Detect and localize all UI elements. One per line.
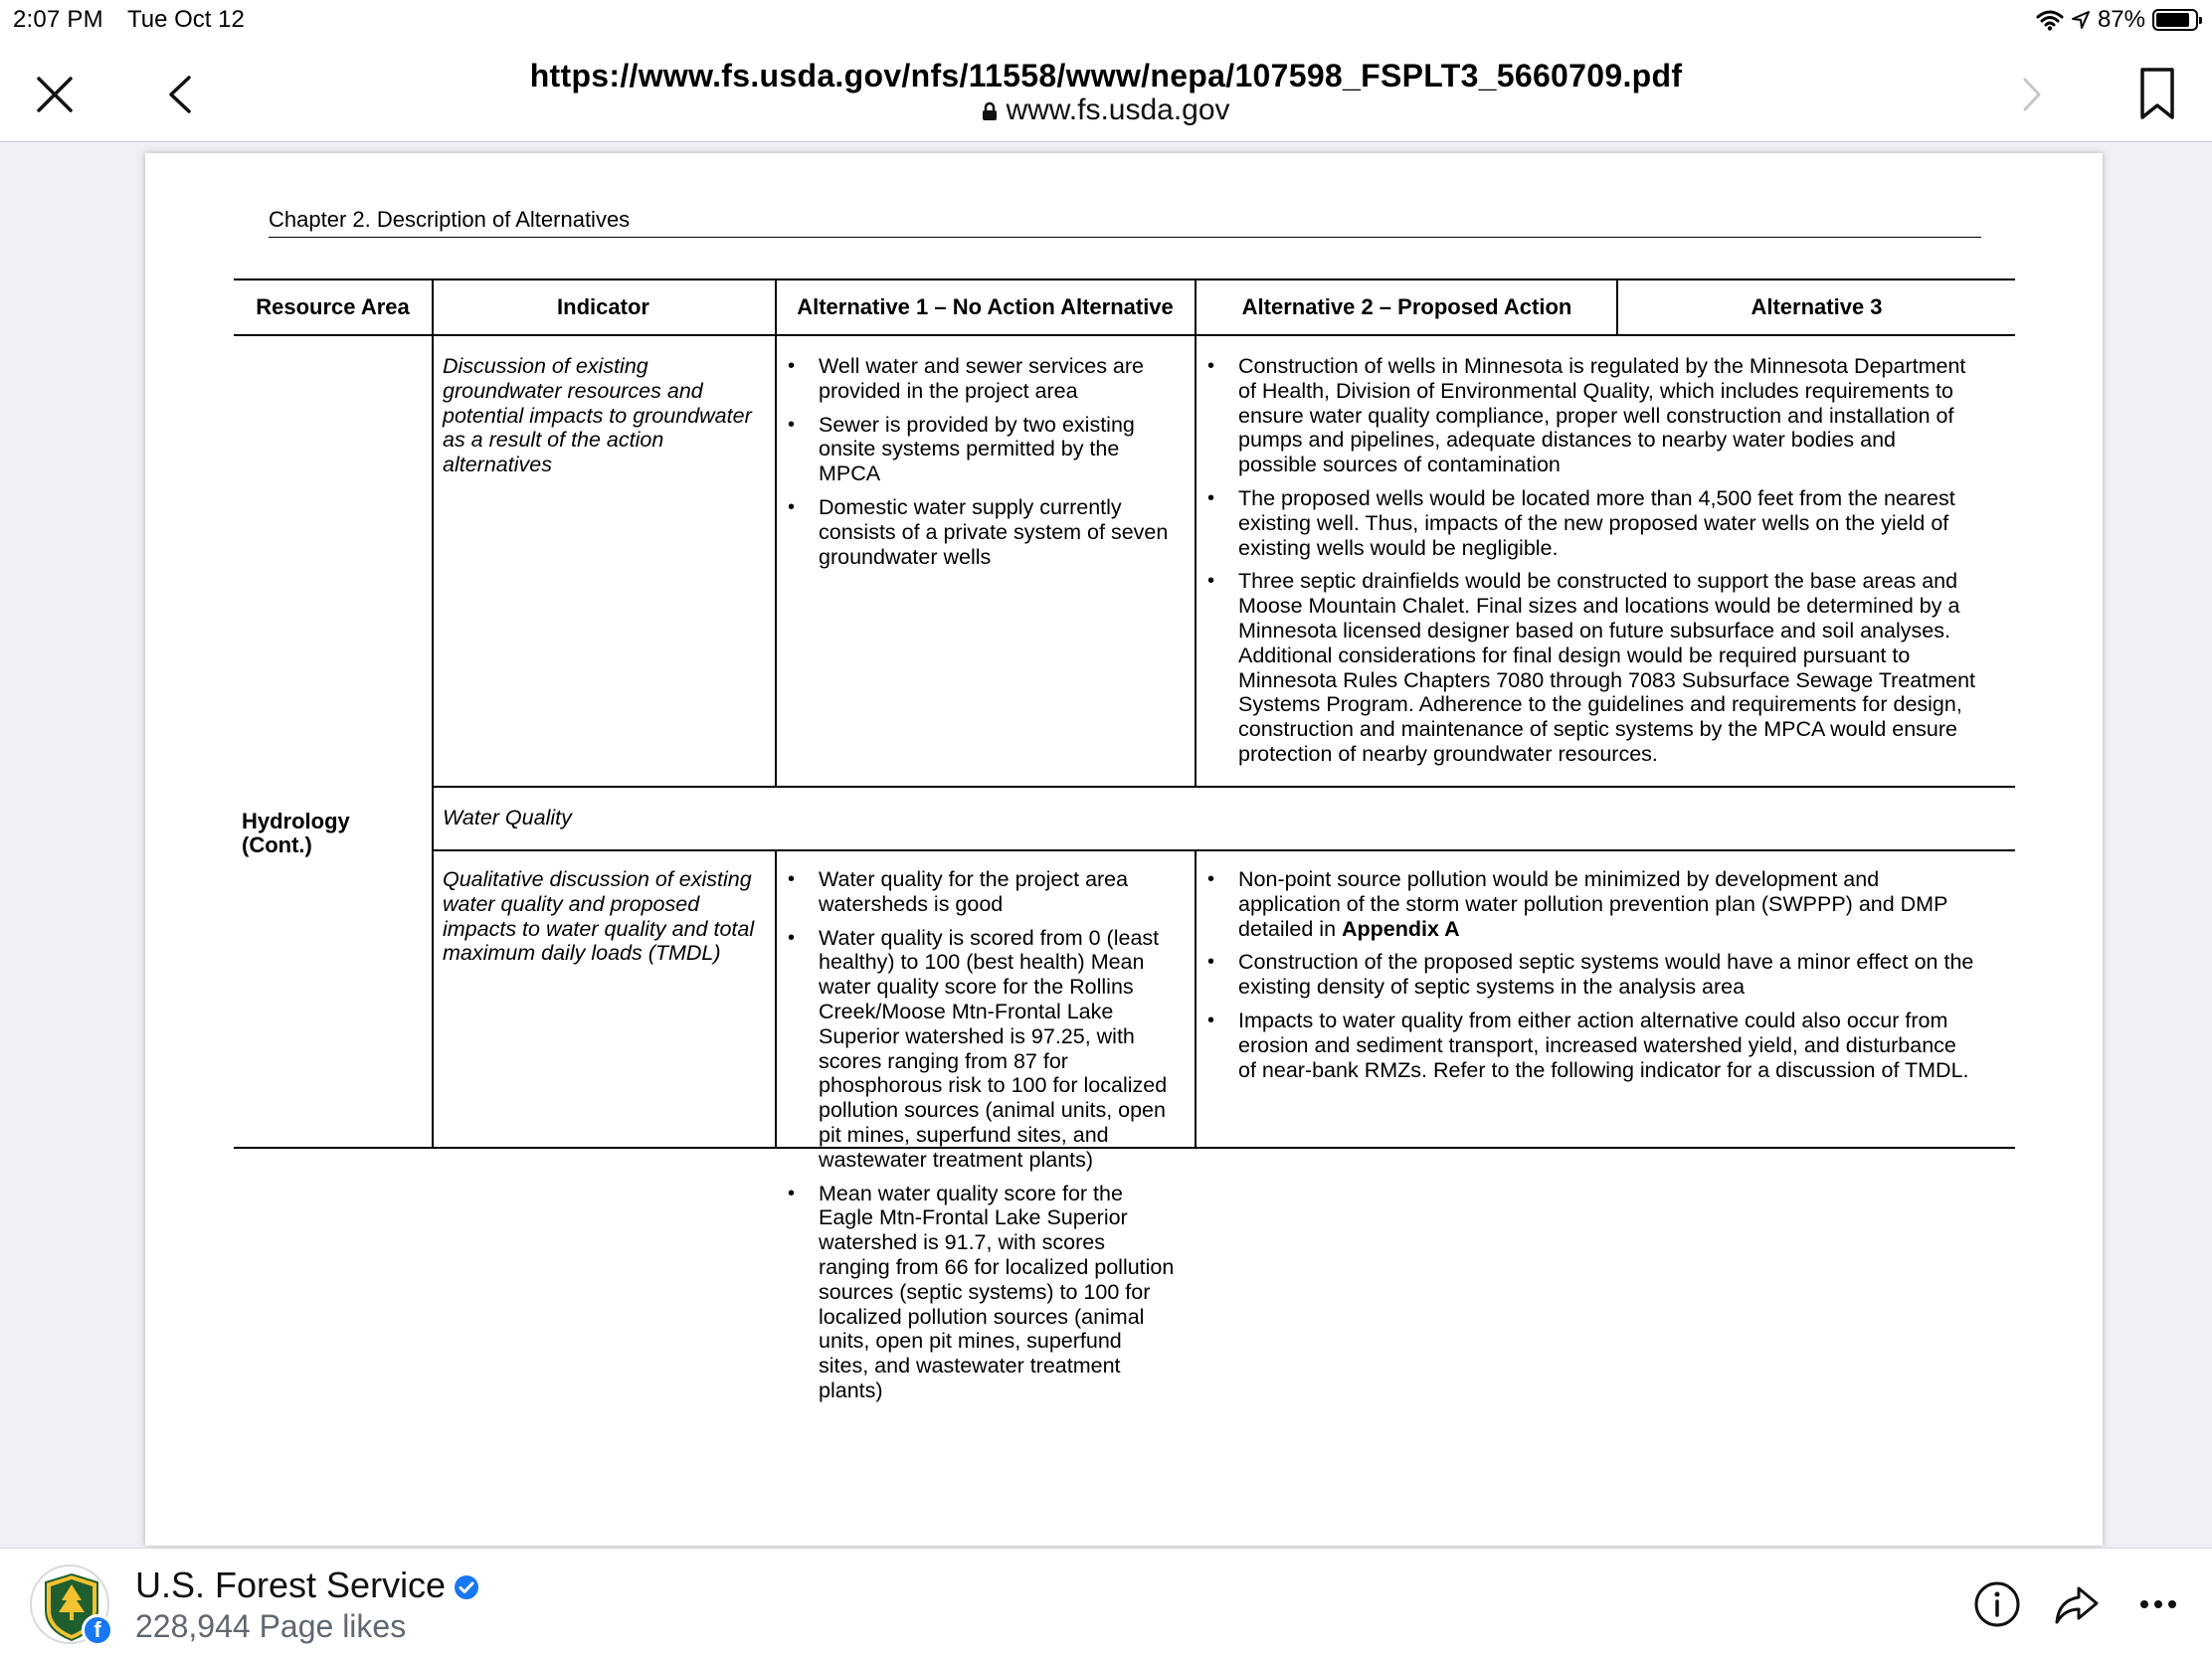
- col-divider: [1195, 278, 1197, 787]
- status-date: Tue Oct 12: [127, 6, 245, 33]
- table-header-row: [234, 278, 2015, 336]
- list-item: [783, 413, 1193, 486]
- resource-area-line: (Cont.): [242, 832, 312, 857]
- list-item: [1202, 950, 2013, 1000]
- text-line: potential impacts to groundwater: [443, 403, 752, 428]
- list-item: [783, 354, 1193, 404]
- facebook-page-bar: [0, 1548, 2212, 1659]
- text-line: alternatives: [443, 453, 552, 477]
- text-line: application of the storm water pollution prevention plan (SWPPP) and DMP: [1238, 891, 1948, 916]
- text-line: plants): [819, 1378, 883, 1402]
- status-time: 2:07 PM: [13, 6, 103, 33]
- row1-alt2-list: [1202, 354, 2013, 776]
- text-line: groundwater wells: [819, 544, 992, 569]
- text-line: sources (septic systems) to 100 for: [819, 1279, 1151, 1304]
- location-icon: [2071, 10, 2091, 30]
- row1-alt1-list: [783, 354, 1193, 578]
- browser-navbar: [0, 40, 2212, 142]
- list-item: [783, 867, 1193, 917]
- text-line: of near-bank RMZs. Refer to the following indicator for a discussion of TMDL.: [1238, 1057, 1969, 1082]
- text-line: Minnesota licensed designer based on future subsurface and soil analyses.: [1238, 618, 1950, 643]
- text-line: provided in the project area: [819, 378, 1078, 403]
- col-divider: [1195, 850, 1197, 1148]
- text-line: • Three septic drainfields would be constructed to support the base areas and: [1238, 569, 1958, 594]
- share-icon[interactable]: [2051, 1578, 2103, 1630]
- forward-icon[interactable]: [2015, 70, 2051, 119]
- row-divider: [432, 849, 2015, 851]
- text-line: Moose Mountain Chalet. Final sizes and locations would be determined by a: [1238, 594, 1960, 619]
- row2-alt1-list: [783, 867, 1193, 1412]
- text-line: watershed is 91.7, with scores: [819, 1230, 1105, 1255]
- header-indicator: Indicator: [557, 294, 649, 319]
- list-item: [783, 1182, 1193, 1403]
- status-bar: [0, 0, 2212, 40]
- list-item: [1202, 569, 2013, 766]
- pdf-page[interactable]: [145, 153, 2103, 1546]
- text-line: • Water quality is scored from 0 (least: [819, 925, 1160, 950]
- list-item: [1202, 867, 2013, 941]
- list-item: [783, 495, 1193, 569]
- text-line: pumps and pipelines, adequate distances to nearby water bodies and: [1238, 428, 1896, 453]
- text-line: ensure water quality compliance, proper well construction and installation of: [1238, 403, 1954, 428]
- text-line: possible sources of contamination: [1238, 453, 1561, 477]
- more-icon[interactable]: [2132, 1578, 2184, 1630]
- wifi-icon: [2036, 9, 2064, 31]
- row2-indicator: [443, 867, 771, 966]
- info-icon[interactable]: [1971, 1578, 2023, 1630]
- col-divider: [775, 278, 777, 787]
- text-line: • Well water and sewer services are: [819, 354, 1145, 378]
- battery-icon: [2152, 9, 2198, 31]
- col-divider: [775, 850, 777, 1148]
- text-line: [1238, 917, 2013, 942]
- resource-area-label: [242, 810, 350, 857]
- text-line: watersheds is good: [819, 891, 1004, 916]
- text-line: groundwater resources and: [443, 378, 703, 403]
- section-water-quality: Water Quality: [443, 806, 572, 830]
- text-line: pit mines, superfund sites, and: [819, 1122, 1109, 1147]
- text-line: MPCA: [819, 461, 881, 486]
- text-line: existing wells would be negligible.: [1238, 535, 1559, 560]
- text-line: • Sewer is provided by two existing: [819, 412, 1135, 437]
- text-line: water quality score for the Rollins: [819, 975, 1134, 1000]
- text-line: of Health, Division of Environmental Quality, which includes requirements to: [1238, 378, 1953, 403]
- text-line: healthy) to 100 (best health) Mean: [819, 950, 1145, 975]
- header-resource-area: Resource Area: [256, 294, 410, 319]
- status-indicators: [2036, 6, 2198, 34]
- text-line: • Mean water quality score for the: [819, 1181, 1123, 1205]
- facebook-icon: f: [82, 1614, 113, 1646]
- col-divider: [1616, 278, 1618, 335]
- text-line: water quality and proposed: [443, 891, 700, 916]
- url-title[interactable]: https://www.fs.usda.gov/nfs/11558/www/nepa/107598_FSPLT3_5660709.pdf: [529, 58, 1683, 93]
- row-divider: [432, 786, 2015, 788]
- text-line: • Non-point source pollution would be minimized by development and: [1238, 867, 1880, 891]
- text-line: existing density of septic systems in the analysis area: [1238, 975, 1746, 1000]
- text-line: consists of a private system of seven: [819, 519, 1169, 544]
- text-line: onsite systems permitted by the: [819, 437, 1120, 461]
- verified-icon: [454, 1574, 479, 1600]
- battery-percent: 87%: [2097, 6, 2145, 33]
- url-domain[interactable]: [0, 93, 2212, 127]
- page-name-text: U.S. Forest Service: [135, 1565, 447, 1605]
- header-alt3: Alternative 3: [1751, 294, 1883, 319]
- page-likes: 228,944 Page likes: [135, 1608, 407, 1644]
- text-line: as a result of the action: [443, 428, 664, 453]
- text-line: scores ranging from 87 for: [819, 1048, 1068, 1073]
- text-line: wastewater treatment plants): [819, 1147, 1094, 1172]
- domain-text: www.fs.usda.gov: [1006, 93, 1230, 126]
- col-divider: [432, 278, 434, 1148]
- text-line: sites, and wastewater treatment: [819, 1354, 1121, 1379]
- list-item: [1202, 1009, 2013, 1082]
- text-line: impacts to water quality and total: [443, 916, 755, 941]
- text-line: protection of nearby groundwater resources.: [1238, 741, 1658, 766]
- text-line: Superior watershed is 97.25, with: [819, 1023, 1135, 1048]
- header-alt2: Alternative 2 – Proposed Action: [1241, 294, 1572, 319]
- text-line: Discussion of existing: [443, 354, 648, 378]
- lock-icon: [982, 101, 998, 121]
- text-line: • Construction of the proposed septic systems would have a minor effect on the: [1238, 950, 1974, 975]
- text-line: existing well. Thus, impacts of the new proposed water wells on the yield of: [1238, 510, 1949, 535]
- text-line: Qualitative discussion of existing: [443, 867, 752, 891]
- text-line: • Construction of wells in Minnesota is regulated by the Minnesota Department: [1238, 354, 1966, 378]
- row1-indicator: [443, 354, 771, 477]
- text-line: Eagle Mtn-Frontal Lake Superior: [819, 1205, 1128, 1230]
- list-item: [1202, 354, 2013, 477]
- text-line: pollution sources (animal units, open: [819, 1098, 1166, 1123]
- text-line: construction and maintenance of septic systems by the MPCA would ensure: [1238, 717, 1958, 742]
- resource-area-line: Hydrology: [242, 809, 350, 833]
- text-line: Creek/Moose Mtn-Frontal Lake: [819, 999, 1114, 1023]
- text-span: detailed in: [1238, 916, 1342, 941]
- appendix-reference: Appendix A: [1342, 916, 1460, 941]
- text-line: • Domestic water supply currently: [819, 494, 1122, 519]
- text-line: • Water quality for the project area: [819, 867, 1129, 891]
- text-line: localized pollution sources (animal: [819, 1304, 1145, 1329]
- text-line: • The proposed wells would be located more than 4,500 feet from the nearest: [1238, 485, 1955, 510]
- text-line: ranging from 66 for localized pollution: [819, 1254, 1175, 1279]
- text-line: Systems Program. Adherence to the guidelines and requirements for design,: [1238, 692, 1962, 717]
- header-alt1: Alternative 1 – No Action Alternative: [797, 294, 1174, 319]
- text-line: erosion and sediment transport, increased watershed yield, and disturbance: [1238, 1032, 1956, 1057]
- text-line: Additional considerations for final design would be required pursuant to: [1238, 643, 1911, 667]
- chapter-header: Chapter 2. Description of Alternatives: [269, 207, 1981, 238]
- bookmark-icon[interactable]: [2134, 66, 2180, 123]
- row2-alt2-list: [1202, 867, 2013, 1091]
- page-name[interactable]: [135, 1565, 479, 1606]
- text-line: maximum daily loads (TMDL): [443, 941, 721, 966]
- text-line: Minnesota Rules Chapters 7080 through 7083 Subsurface Sewage Treatment: [1238, 667, 1976, 692]
- text-line: • Impacts to water quality from either action alternative could also occur from: [1238, 1008, 1948, 1032]
- text-line: units, open pit mines, superfund: [819, 1329, 1122, 1354]
- list-item: [783, 926, 1193, 1173]
- list-item: [1202, 486, 2013, 560]
- text-line: phosphorous risk to 100 for localized: [819, 1073, 1168, 1098]
